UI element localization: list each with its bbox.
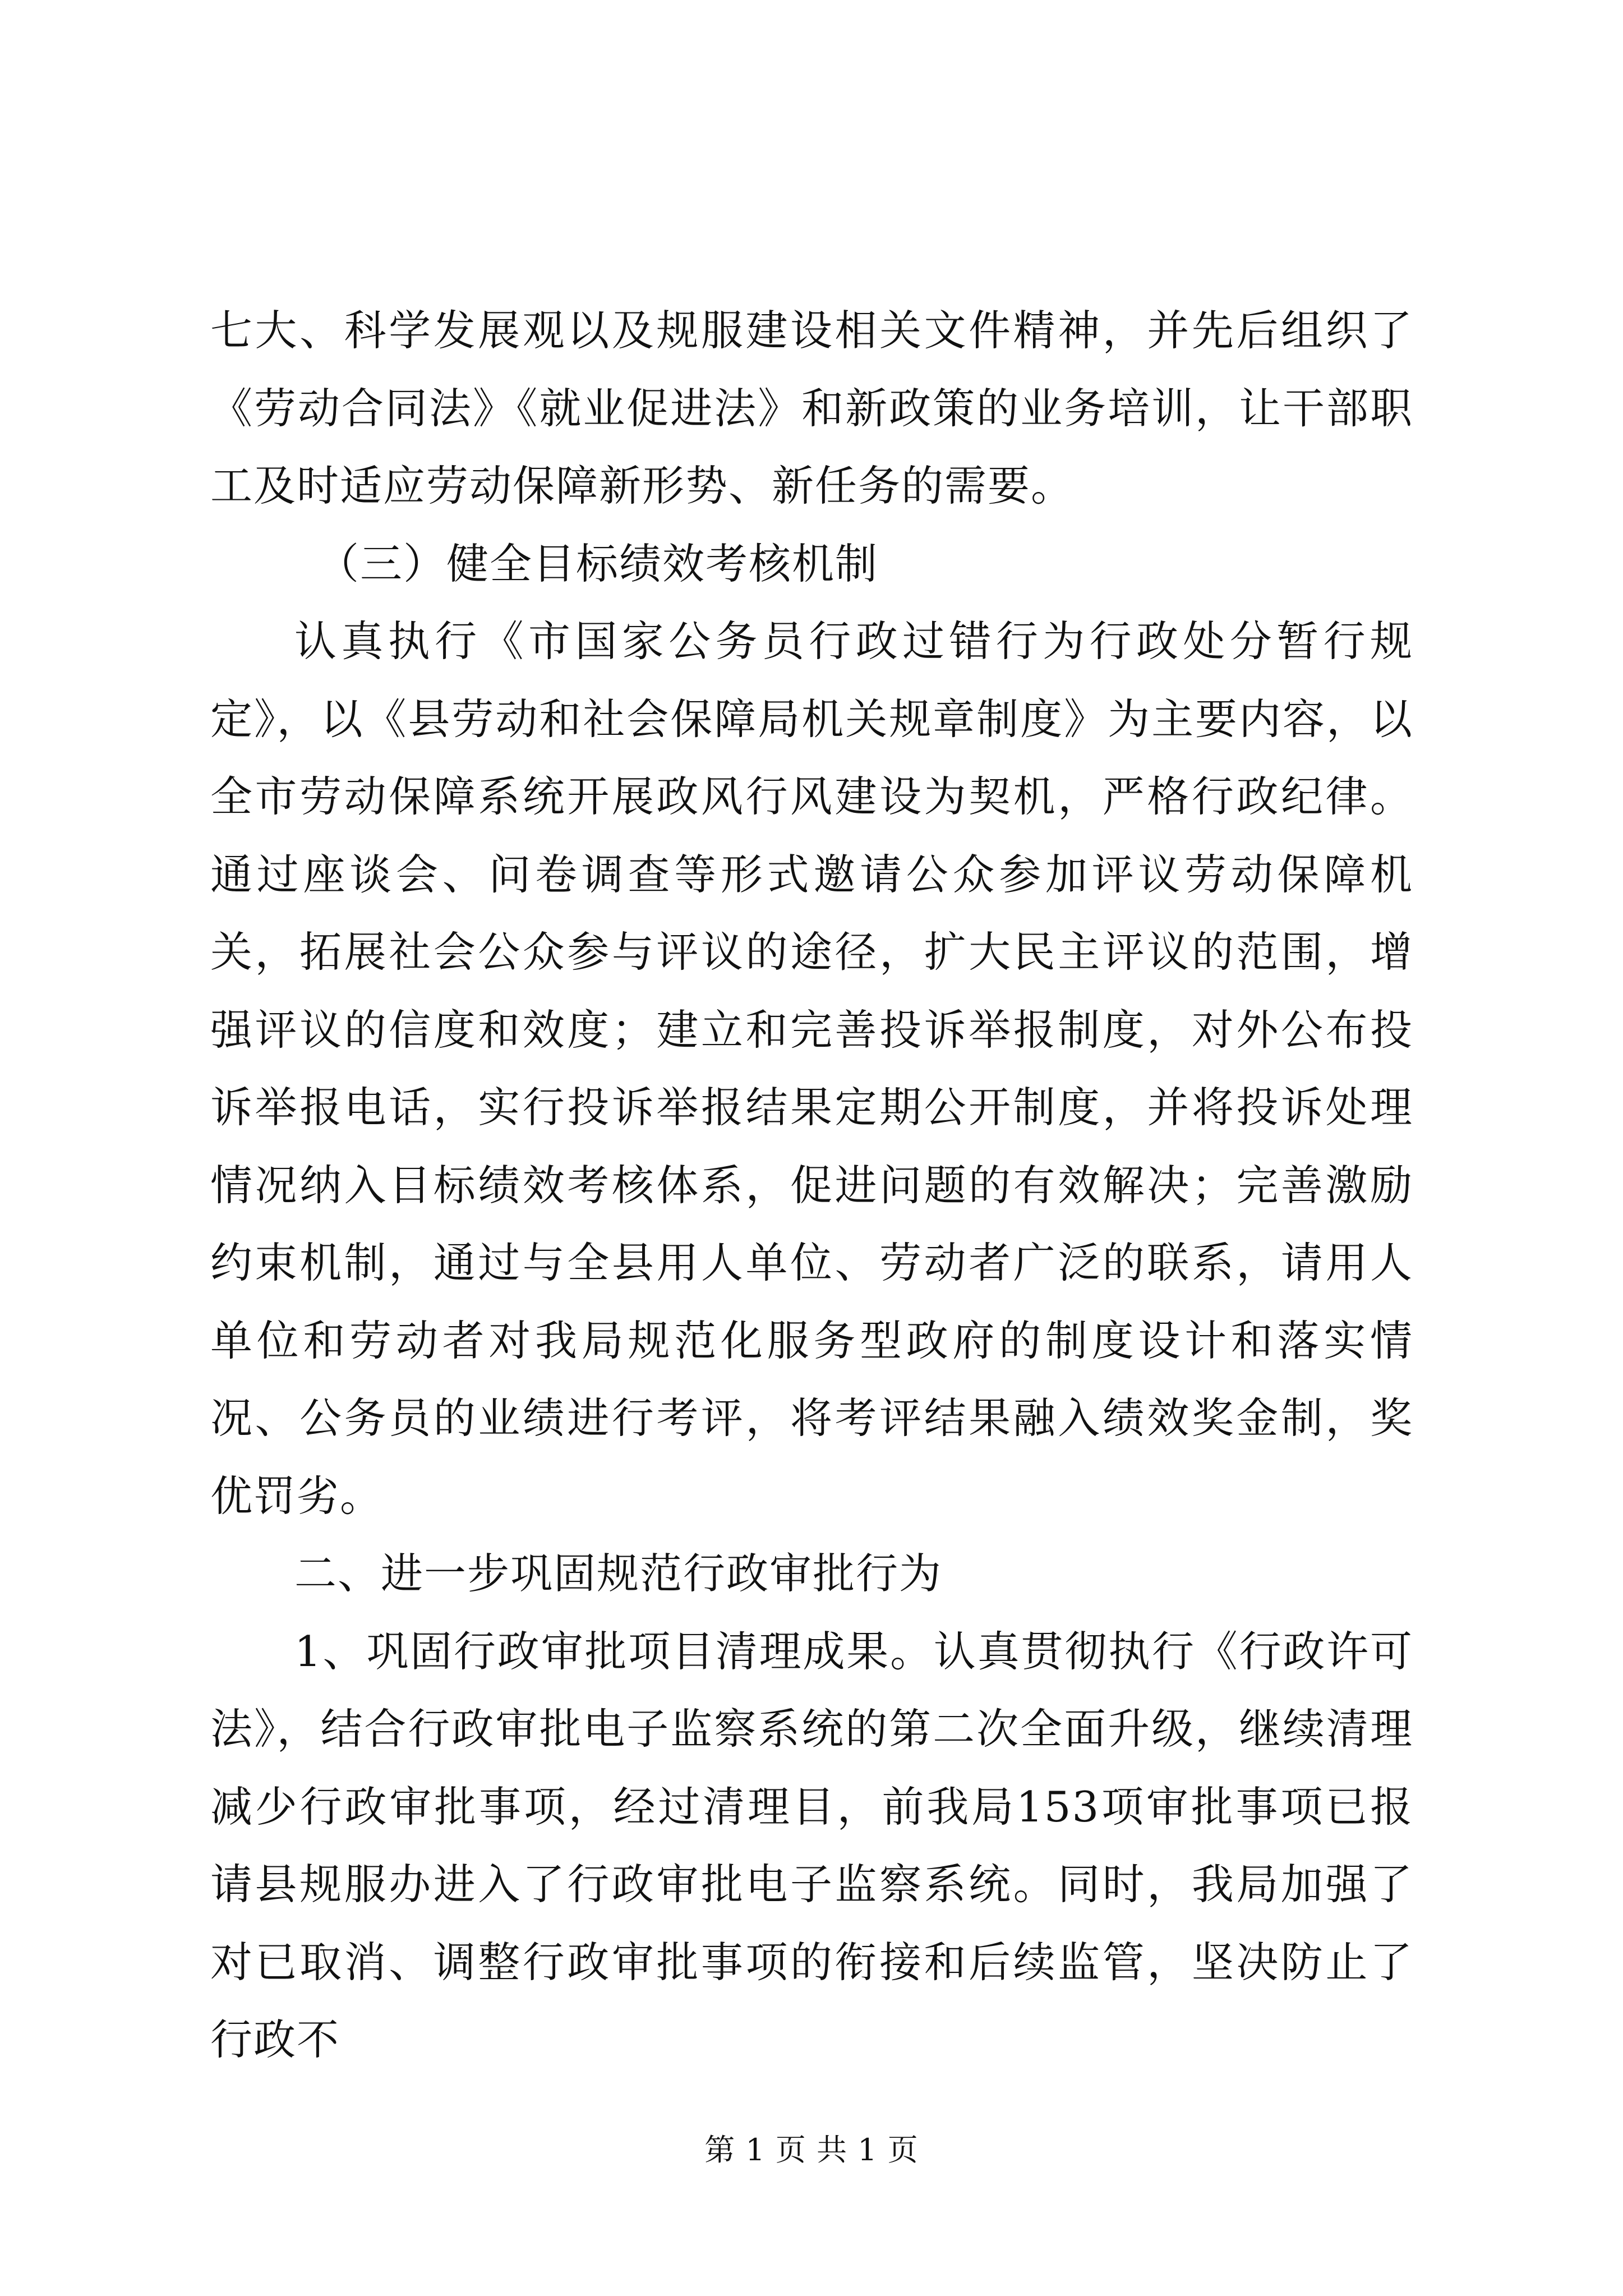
- document-body: [210, 292, 1413, 2079]
- section-heading-three: （三）健全目标绩效考核机制: [317, 539, 879, 588]
- section-heading-two: 二、进一步巩固规范行政审批行为: [294, 1549, 943, 1598]
- paragraph-performance-assessment: 认真执行《市国家公务员行政过错行为行政处分暂行规定》，以《县劳动和社会保障局机关规章制度》为主要内容，以全市劳动保障系统开展政风行风建设为契机，严格行政纪律。通过座谈会、问卷调查等形式邀请公众参加评议劳动保障机关，拓展社会公众参与评议的途径，扩大民主评议的范围，增强评议的信度和效度；建立和完善投诉举报制度，对外公布投诉举报电话，实行投诉举报结果定期公开制度，并将投诉处理情况纳入目标绩效考核体系，促进问题的有效解决；完善激励约束机制，通过与全县用人单位、劳动者广泛的联系，请用人单位和劳动者对我局规范化服务型政府的制度设计和落实情况、公务员的业绩进行考评，将考评结果融入绩效奖金制，奖优罚劣。: [210, 616, 1413, 1521]
- paragraph-approval-cleanup: 1、巩固行政审批项目清理成果。认真贯彻执行《行政许可法》，结合行政审批电子监察系统的第二次全面升级，继续清理减少行政审批事项，经过清理目，前我局153项审批事项已报请县规服办进入了行政审批电子监察系统。同时，我局加强了对已取消、调整行政审批事项的衔接和后续监管，坚决防止了行政不: [210, 1626, 1413, 2064]
- page-footer: 第 1 页 共 1 页: [704, 2132, 919, 2168]
- paragraph-continuation: 七大、科学发展观以及规服建设相关文件精神，并先后组织了《劳动合同法》《就业促进法》和新政策的业务培训，让干部职工及时适应劳动保障新形势、新任务的需要。: [210, 306, 1413, 510]
